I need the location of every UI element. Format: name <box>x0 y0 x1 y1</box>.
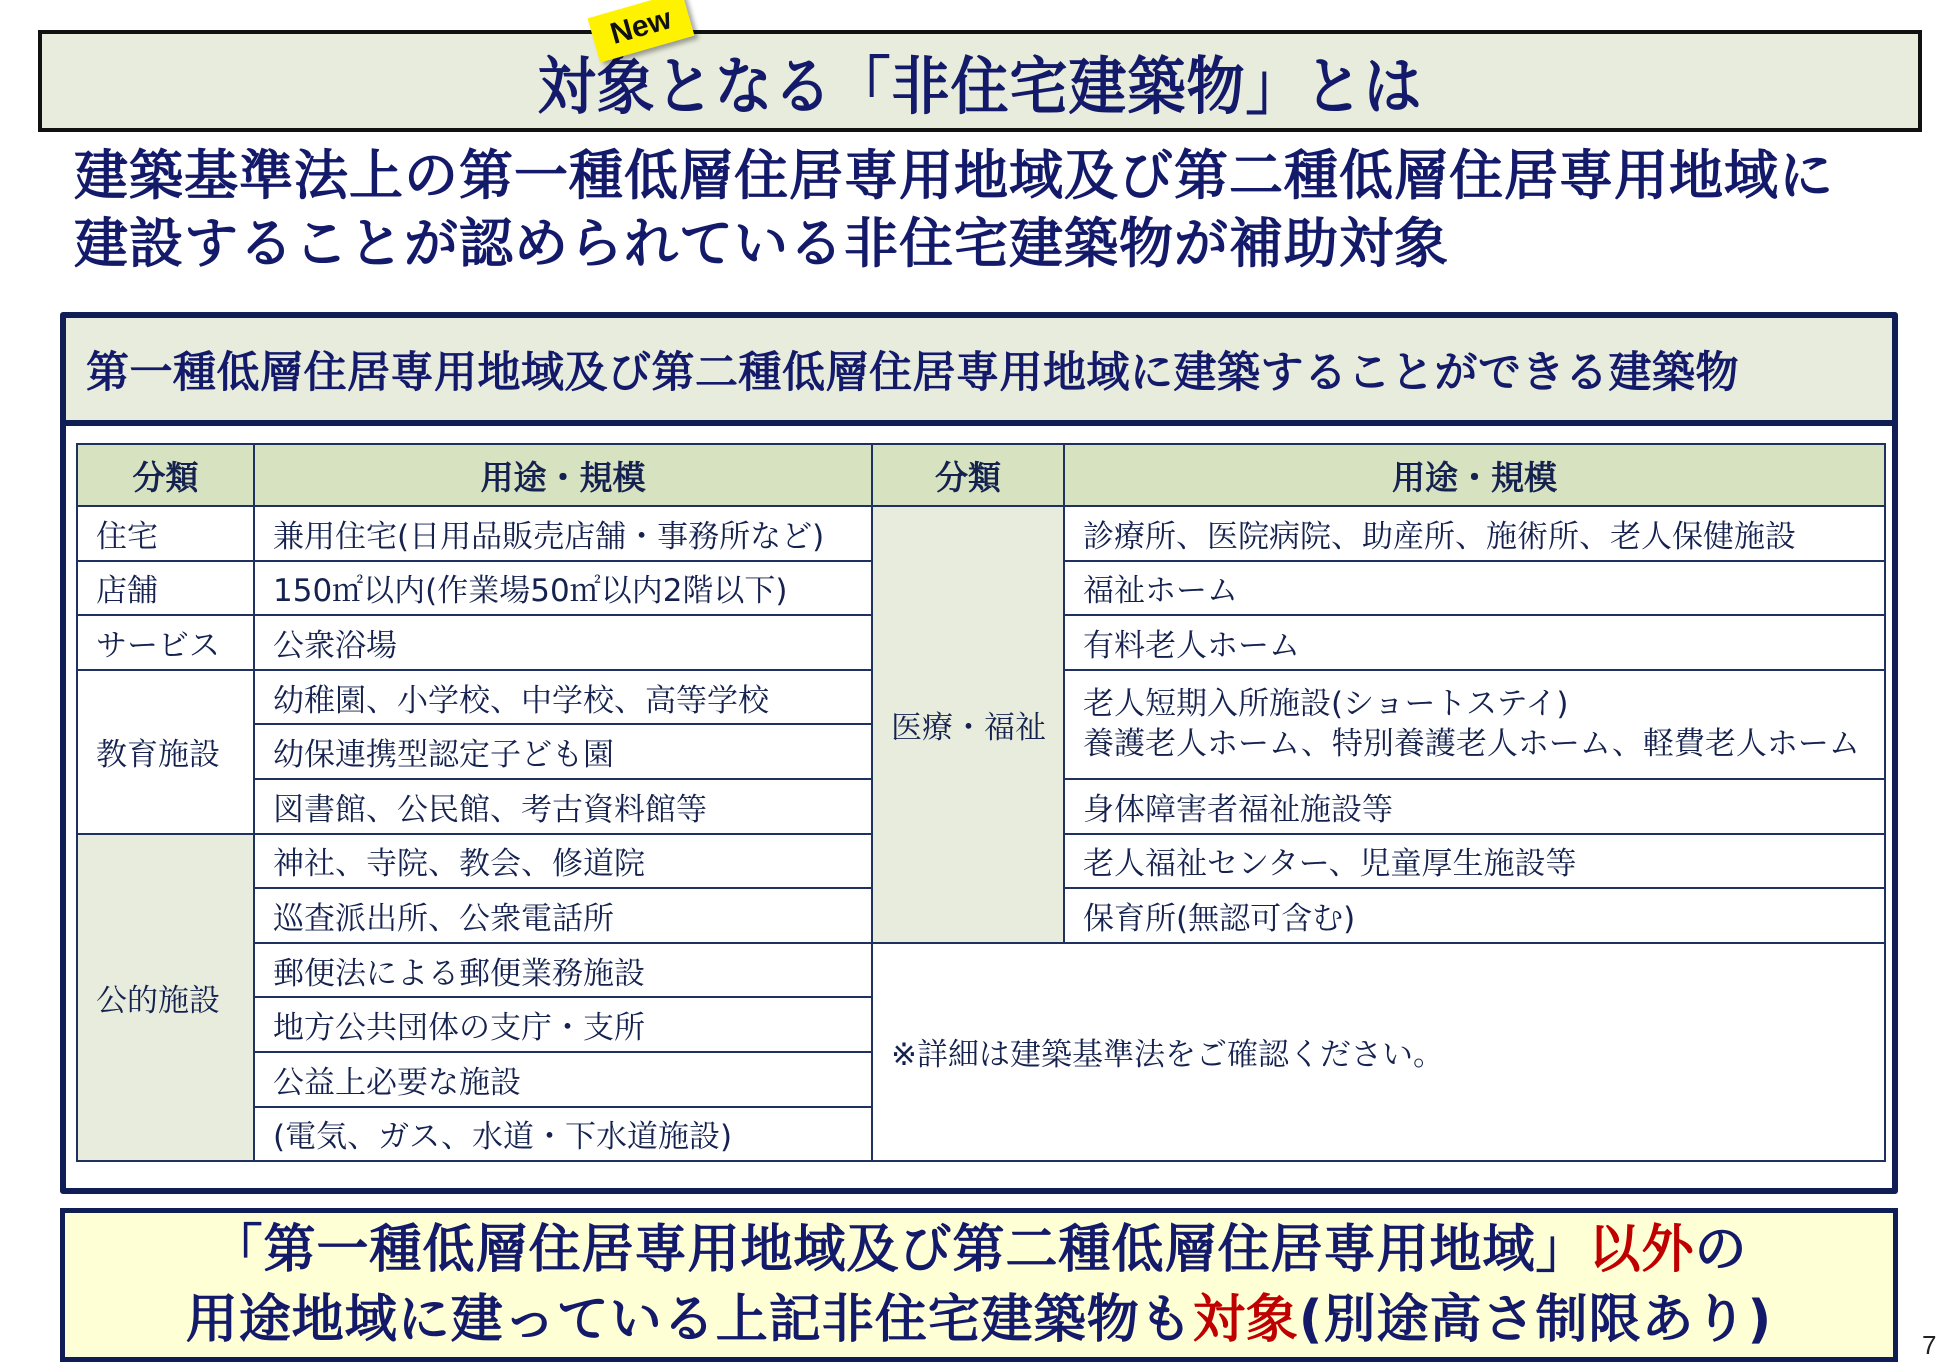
use-cell: 有料老人ホーム <box>1064 615 1885 670</box>
use-cell: 公衆浴場 <box>254 615 872 670</box>
use-cell: 郵便法による郵便業務施設 <box>254 943 872 998</box>
table-row <box>77 506 1885 561</box>
slide-title: 対象となる「非住宅建築物」とは <box>537 49 1423 124</box>
use-line: 老人短期入所施設(ショートステイ) <box>1083 686 1569 723</box>
subtitle <box>74 142 1914 278</box>
use-cell: 兼用住宅(日用品販売店舗・事務所など) <box>254 506 872 561</box>
use-cell: 身体障害者福祉施設等 <box>1064 779 1885 834</box>
use-cell: 150㎡以内(作業場50㎡以内2階以下) <box>254 561 872 616</box>
use-cell: 老人福祉センター、児童厚生施設等 <box>1064 834 1885 889</box>
use-cell: 巡査派出所、公衆電話所 <box>254 888 872 943</box>
new-badge: New <box>588 0 695 63</box>
category-cell: 医療・福祉 <box>872 506 1064 943</box>
use-cell: 図書館、公民館、考古資料館等 <box>254 779 872 834</box>
subtitle-line-1: 建築基準法上の第一種低層住居専用地域及び第二種低層住居専用地域に <box>74 144 1834 207</box>
conclusion-text: 用途地域に建っている上記非住宅建築物も <box>185 1290 1193 1350</box>
column-header: 用途・規模 <box>254 444 872 506</box>
column-header: 分類 <box>77 444 254 506</box>
panel-header-text: 第一種低層住居専用地域及び第二種低層住居専用地域に建築することができる建築物 <box>86 347 1739 398</box>
conclusion-line-1 <box>210 1215 1747 1285</box>
panel-header <box>66 318 1892 426</box>
table-header-row <box>77 444 1885 506</box>
emphasis-text: 以外 <box>1588 1220 1695 1280</box>
category-cell: 教育施設 <box>77 670 254 834</box>
use-cell: 公益上必要な施設 <box>254 1052 872 1107</box>
building-uses-table <box>76 443 1886 1162</box>
conclusion-text: 「第一種低層住居専用地域及び第二種低層住居専用地域」 <box>210 1220 1589 1280</box>
category-cell: 店舗 <box>77 561 254 616</box>
use-cell: (電気、ガス、水道・下水道施設) <box>254 1107 872 1162</box>
category-cell: 公的施設 <box>77 834 254 1162</box>
category-cell: サービス <box>77 615 254 670</box>
use-cell: 幼保連携型認定子ども園 <box>254 724 872 779</box>
permitted-buildings-panel <box>60 312 1898 1194</box>
emphasis-text: 対象 <box>1192 1290 1299 1350</box>
use-line: 養護老人ホーム、特別養護老人ホーム、軽費老人ホーム <box>1083 726 1860 763</box>
conclusion-box <box>60 1208 1898 1362</box>
use-cell: 診療所、医院病院、助産所、施術所、老人保健施設 <box>1064 506 1885 561</box>
category-cell: 住宅 <box>77 506 254 561</box>
conclusion-line-2 <box>186 1285 1773 1355</box>
column-header: 用途・規模 <box>1064 444 1885 506</box>
use-cell-multiline <box>1064 670 1885 779</box>
conclusion-text: の <box>1694 1220 1748 1280</box>
page-number: 7 <box>1922 1330 1937 1360</box>
slide-title-box <box>38 30 1922 132</box>
use-cell: 神社、寺院、教会、修道院 <box>254 834 872 889</box>
note-cell: ※詳細は建築基準法をご確認ください。 <box>872 943 1885 1161</box>
use-cell: 地方公共団体の支庁・支所 <box>254 997 872 1052</box>
column-header: 分類 <box>872 444 1064 506</box>
table-row <box>77 943 1885 998</box>
use-cell: 保育所(無認可含む) <box>1064 888 1885 943</box>
use-cell: 幼稚園、小学校、中学校、高等学校 <box>254 670 872 725</box>
use-cell: 福祉ホーム <box>1064 561 1885 616</box>
conclusion-text: (別途高さ制限あり) <box>1298 1290 1773 1350</box>
subtitle-line-2: 建設することが認められている非住宅建築物が補助対象 <box>74 212 1449 275</box>
